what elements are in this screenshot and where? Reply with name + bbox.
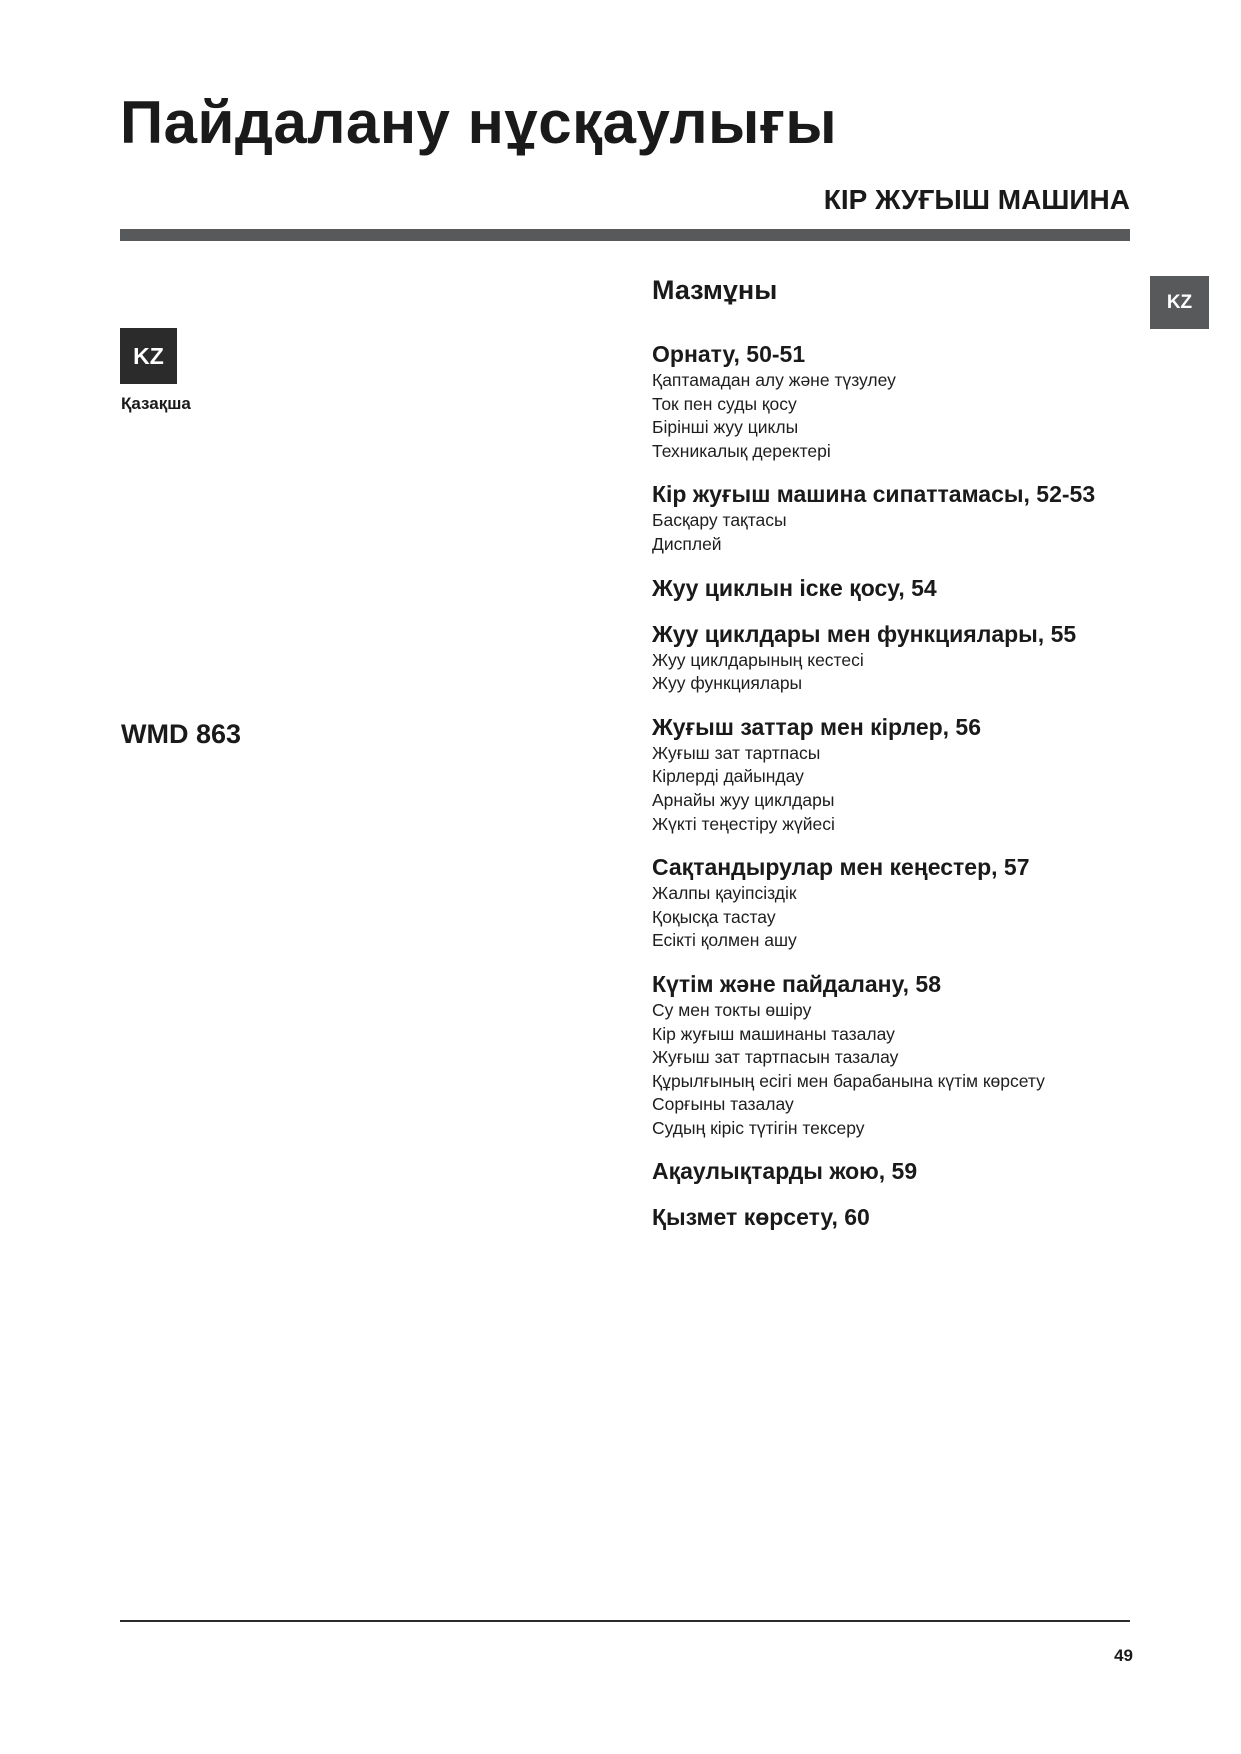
- language-badge: KZ: [120, 328, 177, 384]
- toc-subitems: [652, 742, 1132, 836]
- toc-section-title: Ақаулықтарды жою, 59: [652, 1158, 918, 1185]
- toc-subitem: Жүкті теңестіру жүйесі: [652, 813, 835, 834]
- toc-subitem: Басқару тақтасы: [652, 510, 787, 531]
- toc-section: [652, 1202, 1132, 1232]
- toc-section: [652, 619, 1132, 696]
- toc-section: [652, 1156, 1132, 1186]
- toc-subitems: [652, 649, 1132, 696]
- toc-subitem: Қаптамадан алу және түзулеу: [652, 370, 896, 390]
- toc-subitem: Жуу функциялары: [652, 673, 803, 694]
- product-subtitle: КІР ЖУҒЫШ МАШИНА: [823, 184, 1130, 215]
- toc-section-title: Жуғыш заттар мен кірлер, 56: [652, 713, 982, 740]
- toc-section-title: Қызмет көрсету, 60: [652, 1204, 870, 1231]
- toc-section: [652, 339, 1132, 463]
- language-edge-tab: KZ: [1150, 276, 1209, 329]
- language-label: Қазақша: [121, 394, 191, 413]
- toc-section: [652, 852, 1132, 953]
- page-number: 49: [1114, 1646, 1133, 1665]
- toc-subitem: Есікті қолмен ашу: [652, 930, 797, 951]
- toc-subitems: [652, 509, 1132, 556]
- toc-section-title: Жуу циклын іске қосу, 54: [652, 574, 937, 601]
- toc-section: [652, 712, 1132, 836]
- toc-subitem: Су мен токты өшіру: [652, 999, 812, 1020]
- header-divider: [120, 229, 1130, 241]
- toc-section-title: Орнату, 50-51: [652, 341, 806, 367]
- toc-subitem: Кір жуғыш машинаны тазалау: [652, 1023, 895, 1044]
- toc-subitem: Жуу циклдарының кестесі: [652, 649, 864, 670]
- toc-section: [652, 479, 1132, 556]
- toc-section-title: Кір жуғыш машина сипаттамасы, 52-53: [652, 481, 1096, 508]
- page-title: Пайдалану нұсқаулығы: [120, 89, 838, 156]
- footer-divider: [120, 1620, 1130, 1622]
- toc-subitem: Жуғыш зат тартпасы: [652, 742, 821, 763]
- toc-subitem: Судың кіріс түтігін тексеру: [652, 1117, 865, 1138]
- toc-section-title: Жуу циклдары мен функциялары, 55: [652, 620, 1077, 647]
- toc-subitem: Бірінші жуу циклы: [652, 417, 799, 438]
- toc-subitem: Жалпы қауіпсіздік: [652, 883, 797, 904]
- toc-section: [652, 573, 1132, 603]
- toc-subitem: Техникалық деректері: [652, 440, 831, 461]
- model-number: WMD 863: [121, 719, 242, 749]
- toc-sections: [652, 339, 1132, 1232]
- toc-subitem: Сорғыны тазалау: [652, 1094, 794, 1115]
- toc-subitem: Арнайы жуу циклдары: [652, 789, 835, 810]
- toc-section-title: Сақтандырулар мен кеңестер, 57: [652, 854, 1030, 881]
- toc-subitem: Қоқысқа тастау: [652, 906, 776, 927]
- toc-subitems: [652, 369, 1132, 463]
- toc-heading: Мазмұны: [652, 275, 778, 305]
- toc-subitems: [652, 882, 1132, 953]
- toc-section-title: Күтім және пайдалану, 58: [652, 970, 941, 997]
- toc-subitem: Дисплей: [652, 533, 722, 554]
- table-of-contents: [652, 270, 1132, 1248]
- toc-subitem: Кірлерді дайындау: [652, 766, 804, 787]
- toc-section: [652, 969, 1132, 1141]
- toc-subitem: Құрылғының есігі мен барабанына күтім көрсету: [652, 1070, 1045, 1091]
- toc-subitems: [652, 999, 1132, 1141]
- toc-subitem: Ток пен суды қосу: [652, 393, 797, 414]
- toc-subitem: Жуғыш зат тартпасын тазалау: [652, 1047, 899, 1068]
